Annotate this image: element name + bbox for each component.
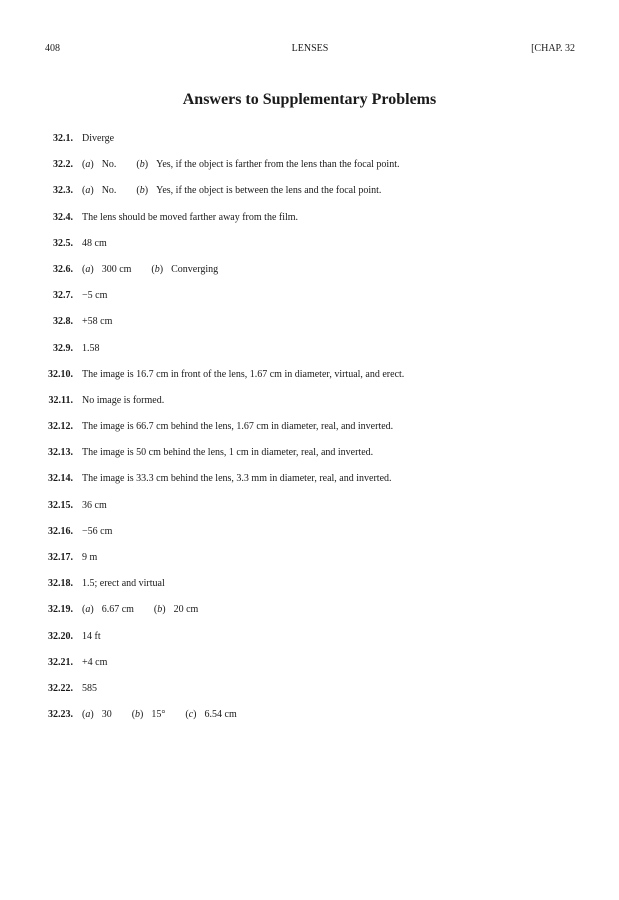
answer-item (0, 420, 619, 446)
answer-part (154, 603, 198, 617)
answer-body (82, 263, 218, 277)
answer-number: 32.14. (48, 473, 73, 485)
answer-item (0, 315, 619, 341)
answer-number: 32.16. (48, 525, 73, 537)
answer-number: 32.5. (53, 237, 73, 249)
answer-body: 1.5; erect and virtual (82, 578, 165, 590)
answer-body: The image is 33.3 cm behind the lens, 3.3 mm in diameter, real, and inverted. (82, 473, 392, 485)
answer-list (0, 132, 619, 734)
answer-item (0, 237, 619, 263)
answer-item (0, 656, 619, 682)
answer-number: 32.1. (53, 133, 73, 144)
part-text: 20 cm (173, 604, 199, 616)
answer-number: 32.20. (48, 630, 73, 642)
part-letter: a (85, 185, 91, 197)
part-label: (a) (82, 263, 94, 275)
answer-number: 32.10. (48, 368, 73, 380)
answer-part (132, 708, 166, 722)
answer-number: 32.12. (48, 421, 73, 433)
part-text: No. (101, 159, 117, 171)
part-label: (b) (136, 159, 149, 171)
answer-number: 32.22. (48, 682, 73, 694)
part-label: (a) (82, 185, 94, 197)
answer-body: Diverge (82, 133, 115, 144)
answer-item (0, 708, 619, 734)
answer-part (82, 263, 131, 277)
part-label: (b) (151, 263, 164, 275)
answer-number: 32.17. (48, 552, 73, 563)
answer-body (82, 184, 381, 198)
answer-item (0, 472, 619, 498)
part-text: 6.67 cm (101, 604, 134, 616)
part-label: (a) (82, 159, 94, 171)
section-title: Answers to Supplementary Problems (182, 91, 437, 108)
part-letter: a (85, 604, 91, 616)
answer-item (0, 211, 619, 237)
part-letter: a (85, 709, 91, 721)
answer-number: 32.7. (53, 290, 73, 302)
answer-body: The image is 50 cm behind the lens, 1 cm in diameter, real, and inverted. (82, 447, 374, 459)
answer-body: 48 cm (82, 237, 107, 249)
part-text: 300 cm (101, 263, 132, 275)
part-text: No. (101, 185, 117, 197)
part-text: Yes, if the object is between the lens and the focal point. (156, 185, 382, 197)
part-letter: a (85, 263, 91, 275)
answer-body: 1.58 (82, 342, 100, 354)
part-letter: b (139, 159, 145, 171)
answer-number: 32.2. (53, 159, 73, 171)
answer-number: 32.19. (48, 604, 73, 616)
answer-number: 32.9. (53, 342, 73, 354)
answer-body: The lens should be moved farther away from the film. (82, 211, 299, 223)
answer-part (136, 158, 399, 172)
answer-body: −56 cm (82, 525, 113, 537)
answer-body: The image is 66.7 cm behind the lens, 1.67 cm in diameter, real, and inverted. (82, 421, 394, 433)
answer-item (0, 158, 619, 184)
answer-item (0, 394, 619, 420)
answer-body (82, 158, 399, 172)
answer-number: 32.8. (53, 316, 73, 328)
running-head (45, 43, 575, 57)
answer-body: −5 cm (82, 290, 108, 302)
answer-body: +4 cm (82, 656, 108, 668)
part-text: Yes, if the object is farther from the lens than the focal point. (156, 159, 400, 171)
answer-item (0, 577, 619, 603)
answer-number: 32.21. (48, 656, 73, 668)
chapter-reference: [CHAP. 32 (531, 43, 575, 54)
part-letter: c (188, 709, 194, 721)
answer-item (0, 630, 619, 656)
part-label: (a) (82, 604, 94, 616)
answer-item (0, 368, 619, 394)
answer-item (0, 132, 619, 158)
part-label: (b) (153, 604, 166, 616)
answer-part (82, 184, 116, 198)
answer-body: The image is 16.7 cm in front of the lens, 1.67 cm in diameter, virtual, and erect. (82, 368, 405, 380)
answer-body: 585 (82, 682, 97, 694)
answer-item (0, 682, 619, 708)
part-text: 30 (101, 709, 112, 721)
part-letter: b (139, 185, 145, 197)
part-letter: b (135, 709, 141, 721)
part-label: (a) (82, 709, 94, 721)
answer-item (0, 499, 619, 525)
answer-item (0, 525, 619, 551)
answer-item (0, 446, 619, 472)
answer-number: 32.4. (53, 211, 73, 223)
answer-body: 14 ft (82, 630, 101, 642)
part-label: (b) (136, 185, 149, 197)
answer-number: 32.6. (53, 263, 73, 275)
answer-body: No image is formed. (82, 394, 165, 406)
answer-body (82, 708, 237, 722)
answer-body: +58 cm (82, 316, 113, 328)
answer-part (82, 158, 116, 172)
answer-body: 9 m (82, 552, 98, 563)
part-letter: a (85, 159, 91, 171)
part-label: (b) (131, 709, 144, 721)
answer-part (151, 263, 218, 277)
answer-number: 32.13. (48, 447, 73, 459)
answer-item (0, 263, 619, 289)
part-text: Converging (171, 263, 219, 275)
answer-number: 32.15. (48, 499, 73, 511)
part-text: 15° (151, 709, 166, 721)
answer-number: 32.18. (48, 578, 73, 590)
answer-body: 36 cm (82, 499, 107, 511)
answer-number: 32.3. (53, 185, 73, 197)
chapter-title: LENSES (291, 43, 329, 54)
answer-item (0, 342, 619, 368)
page-number: 408 (45, 43, 60, 54)
part-letter: b (157, 604, 163, 616)
answer-item (0, 603, 619, 629)
part-letter: b (154, 263, 160, 275)
answer-part (136, 184, 381, 198)
answer-item (0, 551, 619, 577)
answer-item (0, 289, 619, 315)
answer-part (82, 603, 134, 617)
answer-item (0, 184, 619, 210)
answer-part (82, 708, 112, 722)
answer-number: 32.23. (48, 709, 73, 721)
answer-body (82, 603, 198, 617)
part-label: (c) (185, 709, 197, 721)
answer-number: 32.11. (48, 394, 73, 406)
answer-part (185, 708, 236, 722)
part-text: 6.54 cm (204, 709, 237, 721)
